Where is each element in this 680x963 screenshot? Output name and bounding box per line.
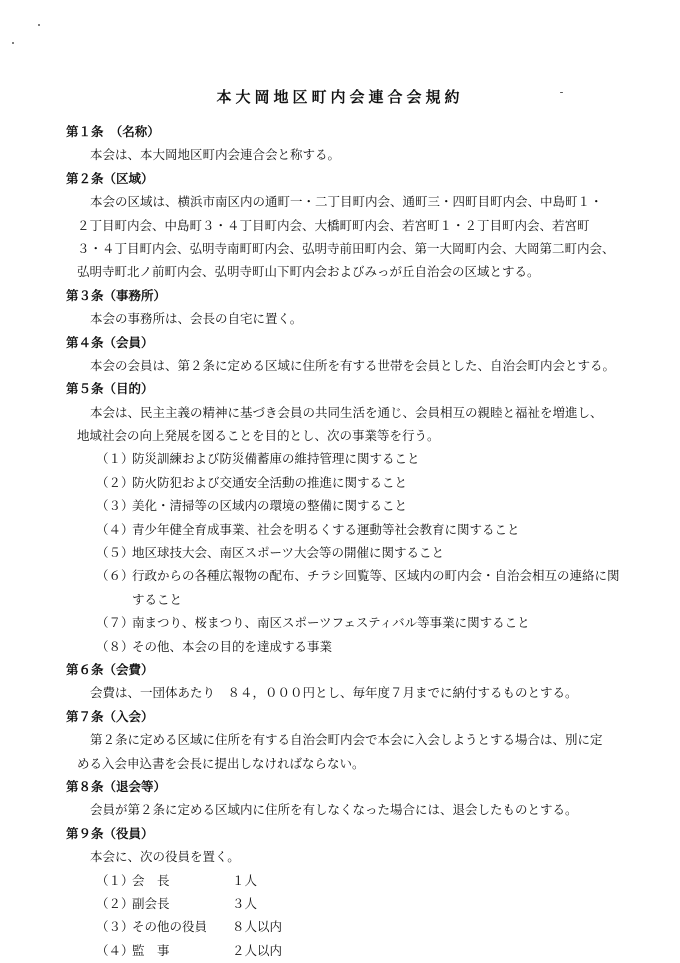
article-text: める入会申込書を会長に提出しなければならない。 [77,755,365,771]
article-heading: 第３条（事務所） [66,287,167,303]
scan-speck [12,42,14,44]
article-heading: 第７条（入会） [66,708,154,724]
article-text: ３・４丁目町内会、弘明寺南町町内会、弘明寺前田町内会、第一大岡町内会、大岡第二町内会、 [77,240,615,256]
item-text: 行政からの各種広報物の配布、チラシ回覧等、区域内の町内会・自治会相互の連絡に関 [132,568,620,584]
article-heading: 第１条 （名称） [66,124,160,139]
officer-role: 副会長 [132,895,170,911]
purpose-item [66,494,626,517]
purpose-item [66,611,626,634]
item-number: （４） [96,521,134,537]
item-continuation: すること [132,591,183,607]
purpose-item [66,564,626,587]
item-text: 南まつり、桜まつり、南区スポーツフェスティバル等事業に関すること [132,615,530,631]
purpose-item [66,447,626,470]
article-text: 本会は、民主主義の精神に基づき会員の共同生活を通じ、会員相互の親睦と福祉を増進し、 [90,404,603,420]
item-text: 防災訓練および防災備蓄庫の維持管理に関すること [132,451,420,467]
item-text: その他、本会の目的を達成する事業 [132,638,333,654]
article-heading: 第２条（区域） [66,170,154,186]
article-heading: 第９条（役員） [66,825,154,841]
item-number: （６） [96,568,134,584]
item-text: 青少年健全育成事業、社会を明るくする運動等社会教育に関すること [132,521,520,537]
item-number: （１） [96,872,134,888]
item-number: （８） [96,638,134,654]
item-number: （１） [96,451,134,467]
purpose-item [66,518,626,541]
officer-role: その他の役員 [132,919,208,935]
purpose-item [66,541,626,564]
document-body [66,120,626,962]
purpose-item [66,471,626,494]
officer-count: ３人 [232,895,258,911]
officer-count: １人 [232,872,258,888]
item-number: （２） [96,474,134,490]
item-number: （４） [96,942,134,958]
article-heading: 第５条（目的） [66,381,154,397]
item-text: 地区球技大会、南区スポーツ大会等の開催に関すること [132,545,445,561]
scan-speck [38,24,40,26]
item-number: （３） [96,498,134,514]
article-heading: 第４条（会員） [66,334,154,350]
article-text: ２丁目町内会、中島町３・４丁目町内会、大橋町町内会、若宮町１・２丁目町内会、若宮町 [77,217,590,233]
item-text: 美化・清掃等の区域内の環境の整備に関すること [132,498,408,514]
officer-role: 監 事 [132,942,170,958]
article-text: 本会の会員は、第２条に定める区域に住所を有する世帯を会員とした、自治会町内会とする。 [90,357,616,373]
article-text: 第２条に定める区域に住所を有する自治会町内会で本会に入会しようとする場合は、別に定 [90,732,603,748]
item-number: （２） [96,895,134,911]
article-text: 弘明寺町北ノ前町内会、弘明寺町山下町内会およびみっが丘自治会の区域とする。 [77,264,540,280]
officer-count: ８人以内 [232,919,283,935]
item-number: （３） [96,919,134,935]
article-text: 会員が第２条に定める区域内に住所を有しなくなった場合には、退会したものとする。 [90,802,578,818]
article-text: 本会の事務所は、会長の自宅に置く。 [90,311,303,327]
article-text: 地域社会の向上発展を図ることを目的とし、次の事業等を行う。 [77,428,440,444]
officer-role: 会 長 [132,872,170,888]
item-number: （５） [96,545,134,561]
article-text: 本会の区域は、横浜市南区内の通町一・二丁目町内会、通町三・四町目町内会、中島町１・ [90,194,603,210]
article-text: 本会に、次の役員を置く。 [90,849,240,865]
item-number: （７） [96,615,134,631]
officer-row [66,869,626,892]
article-heading: 第８条（退会等） [66,778,167,794]
item-text: 防火防犯および交通安全活動の推進に関すること [132,474,408,490]
purpose-item [66,635,626,658]
officer-row [66,939,626,962]
article-text: 本会は、本大岡地区町内会連合会と称する。 [90,147,341,163]
document-title: 本大岡地区町内会連合会規約 [216,88,464,106]
officer-count: ２人以内 [232,942,283,958]
article-heading: 第６条（会費） [66,661,154,677]
officer-row [66,892,626,915]
officer-row [66,915,626,938]
article-text: 会費は、一団体あたり ８４，０００円とし、毎年度７月までに納付するものとする。 [90,685,578,701]
